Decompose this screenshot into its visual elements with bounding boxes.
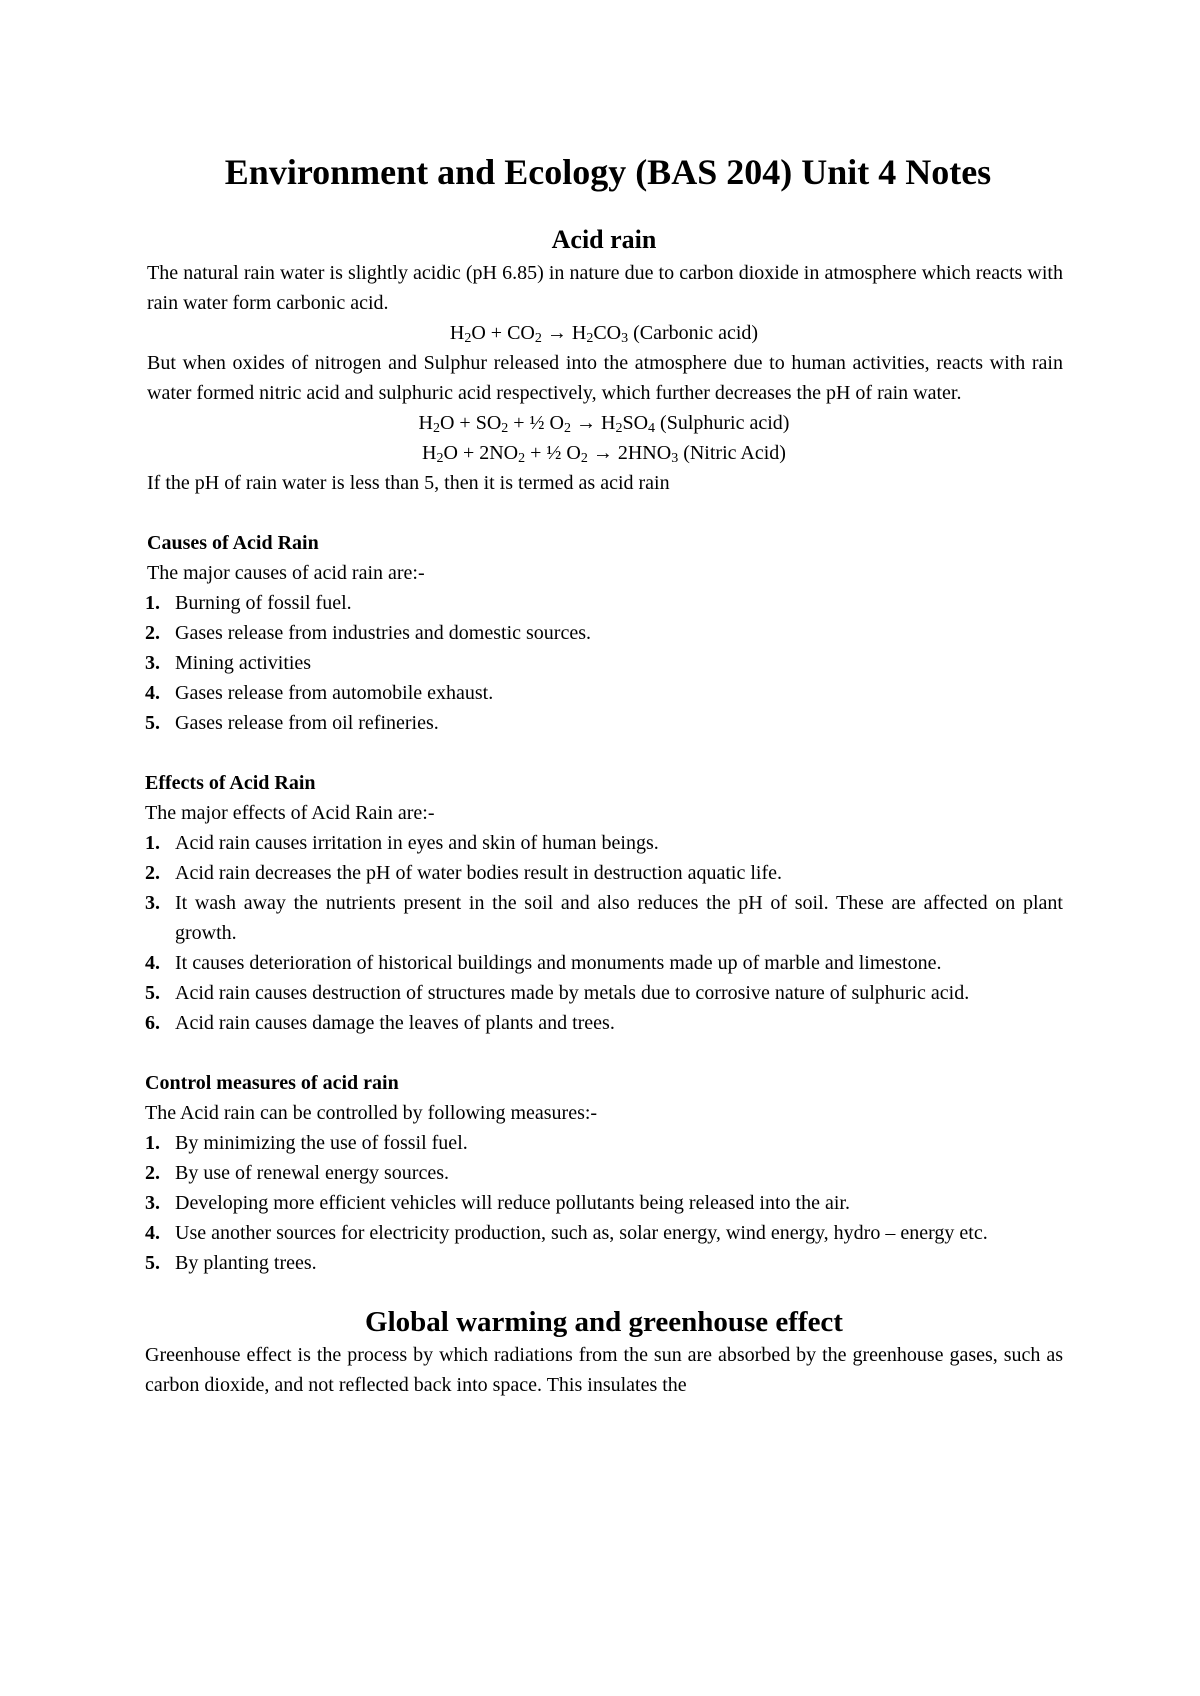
spacer xyxy=(145,1278,1063,1304)
spacer xyxy=(145,498,1063,528)
section-heading-control: Control measures of acid rain xyxy=(145,1072,399,1094)
acid-rain-para-3: If the pH of rain water is less than 5, then it is termed as acid rain xyxy=(147,472,670,494)
equation-sulphuric-acid: $H_2O + SO_2$ + ½ $O_2 \to H_2SO_4$ (Sulphuric acid) xyxy=(418,412,790,436)
list-item: 1. Burning of fossil fuel. xyxy=(145,592,352,614)
list-item: 2. By use of renewal energy sources. xyxy=(145,1162,449,1184)
list-item: 2. Acid rain decreases the pH of water bodies result in destruction aquatic life. xyxy=(145,862,783,884)
effects-intro: The major effects of Acid Rain are:- xyxy=(145,802,435,824)
causes-list xyxy=(145,588,1063,738)
spacer xyxy=(145,1038,1063,1068)
spacer xyxy=(145,738,1063,768)
document-body xyxy=(145,148,1063,1400)
list-item: 3. Developing more efficient vehicles will reduce pollutants being released into the air. xyxy=(145,1192,850,1214)
list-item: 5. By planting trees. xyxy=(145,1252,317,1274)
control-intro: The Acid rain can be controlled by following measures:- xyxy=(145,1102,598,1124)
causes-intro: The major causes of acid rain are:- xyxy=(147,562,425,584)
section-heading-acid-rain: Acid rain xyxy=(551,225,657,254)
list-item: 1. By minimizing the use of fossil fuel. xyxy=(145,1132,468,1154)
control-list xyxy=(145,1128,1063,1278)
equation-carbonic-acid: $H_2O + CO_2 \to H_2CO_3$ (Carbonic acid) xyxy=(449,322,759,346)
acid-rain-para-2: But when oxides of nitrogen and Sulphur released into the atmosphere due to human activities, reacts with rain water formed nitric acid and sulphuric acid respectively, which further decreases the pH of rain water. xyxy=(147,352,1063,404)
document-title: Environment and Ecology (BAS 204) Unit 4 Notes xyxy=(224,152,992,192)
equation-nitric-acid: $H_2O + 2NO_2$ + ½ $O_2 \to 2HNO_3$ (Nitric Acid) xyxy=(422,442,786,466)
list-item: 4. Use another sources for electricity production, such as, solar energy, wind energy, hydro – energy etc. xyxy=(145,1222,988,1244)
effects-list xyxy=(145,828,1063,1038)
list-item: 1. Acid rain causes irritation in eyes and skin of human beings. xyxy=(145,832,659,854)
list-item: 5. Acid rain causes destruction of structures made by metals due to corrosive nature of sulphuric acid. xyxy=(145,982,970,1004)
list-item: 4. It causes deterioration of historical buildings and monuments made up of marble and limestone. xyxy=(145,952,942,974)
list-item: 3. It wash away the nutrients present in the soil and also reduces the pH of soil. These are affected on plant growth. xyxy=(145,892,1063,944)
global-warming-intro: Greenhouse effect is the process by which radiations from the sun are absorbed by the greenhouse gases, such as carbon dioxide, and not reflected back into space. This insulates the xyxy=(145,1344,1063,1396)
section-heading-global-warming: Global warming and greenhouse effect xyxy=(365,1306,843,1338)
list-item: 6. Acid rain causes damage the leaves of plants and trees. xyxy=(145,1012,615,1034)
list-item: 5. Gases release from oil refineries. xyxy=(145,712,439,734)
list-item: 4. Gases release from automobile exhaust. xyxy=(145,682,494,704)
list-item: 2. Gases release from industries and domestic sources. xyxy=(145,622,591,644)
list-item: 3. Mining activities xyxy=(145,652,312,674)
section-heading-causes: Causes of Acid Rain xyxy=(147,532,319,554)
section-heading-effects: Effects of Acid Rain xyxy=(145,772,316,794)
acid-rain-intro: The natural rain water is slightly acidic (pH 6.85) in nature due to carbon dioxide in atmosphere which reacts with rain water form carbonic acid. xyxy=(147,262,1063,314)
